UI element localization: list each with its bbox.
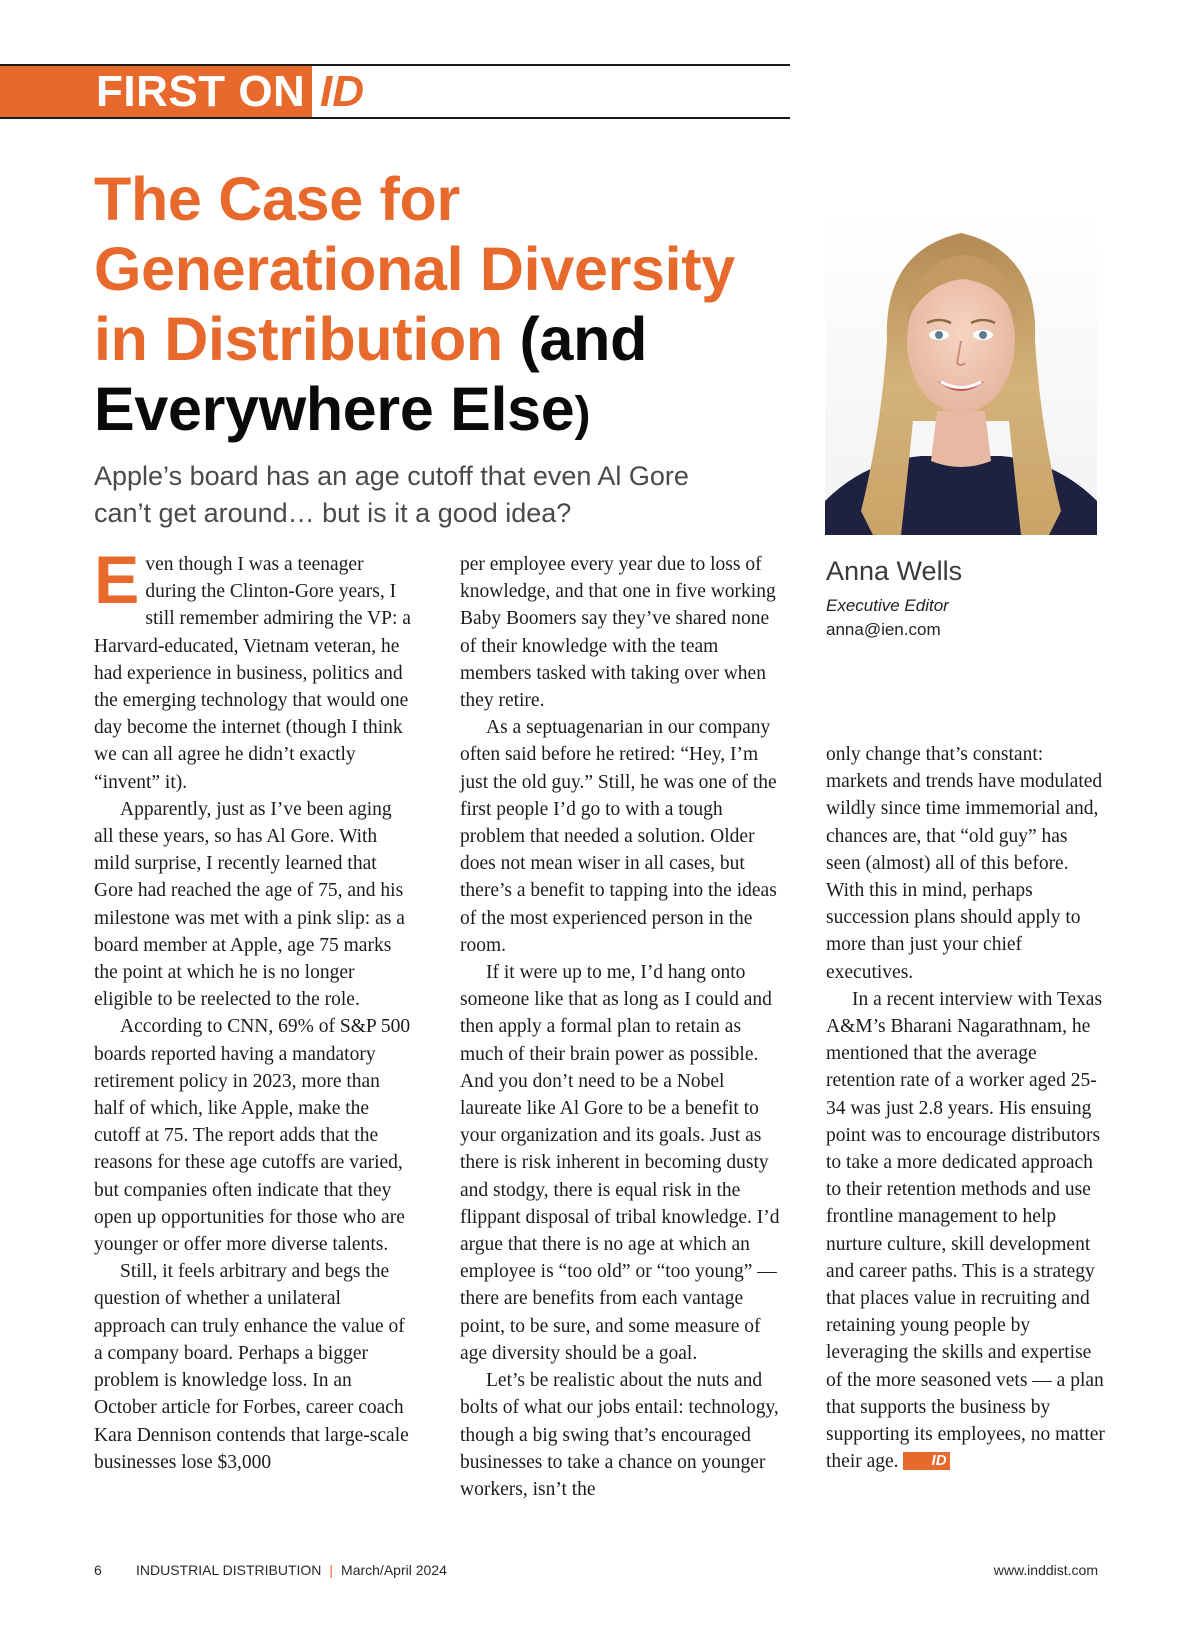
- author-title: Executive Editor: [826, 596, 949, 615]
- author-name: Anna Wells: [826, 556, 963, 586]
- page-number: 6: [94, 1562, 102, 1578]
- body-column-2: [460, 551, 780, 1503]
- headline-line-2: Generational Diversity: [94, 235, 735, 303]
- drop-cap: E: [94, 542, 140, 618]
- section-banner: [0, 64, 790, 120]
- headline-line-1: The Case for: [94, 165, 460, 233]
- banner-first-on-label: FIRST ON: [96, 66, 306, 116]
- page-footer: [94, 1562, 1098, 1582]
- body-paragraph: [826, 986, 1106, 1476]
- body-paragraph: As a septuagenarian in our company often said before he retired: “Hey, I’m just the old guy.” Still, he was one of the first people I’d go to with a tough problem that needed a solution. Older does not mean wiser in all cases, but there’s a benefit to tapping into the ideas of the most experienced person in the room.: [460, 717, 777, 956]
- issue-date: March/April 2024: [341, 1562, 447, 1578]
- body-paragraph: only change that’s constant: markets and trends have modulated wildly since time immemorial and, chances are, that “old guy” has seen (almost) all of this before. With this in mind, perhaps succession plans should apply to more than just your chief executives.: [826, 744, 1103, 983]
- publication-name: INDUSTRIAL DISTRIBUTION: [136, 1562, 322, 1578]
- subhead-line-2: can’t get around… but is it a good idea?: [94, 498, 572, 528]
- article-subhead: [94, 458, 794, 532]
- headline-black-part-3: ): [574, 388, 591, 441]
- headline-line-3: in Distribution: [94, 305, 503, 373]
- article-headline: [94, 164, 794, 450]
- author-portrait-illustration: [825, 211, 1097, 535]
- body-paragraph: [94, 542, 414, 796]
- footer-separator: |: [329, 1562, 334, 1578]
- author-email[interactable]: anna@ien.com: [826, 620, 941, 639]
- body-paragraph: per employee every year due to loss of knowledge, and that one in five working Baby Boomers say they’ve shared none of their knowledge with the team members tasked with taking over when they retire.: [460, 554, 776, 712]
- body-paragraph: Still, it feels arbitrary and begs the question of whether a unilateral approach can truly enhance the value of a company board. Perhaps a bigger problem is knowledge loss. In an October article for Forbes, career coach Kara Dennison contends that large-scale businesses lose $3,000: [94, 1261, 409, 1473]
- banner-bottom-rule: [0, 117, 790, 119]
- body-column-3: [826, 741, 1106, 1475]
- body-paragraph: If it were up to me, I’d hang onto someone like that as long as I could and then apply a formal plan to retain as much of their brain power as possible. And you don’t need to be a Nobel laureate like Al Gore to be a benefit to your organization and its goals. Just as there is risk inherent in becoming dusty and stodgy, there is equal risk in the flippant disposal of tribal knowledge. I’d argue that there is no age at which an employee is “too old” or “too young” — there are benefits from each vantage point, to be sure, and some measure of age diversity should be a goal.: [460, 962, 780, 1364]
- headline-black-part-2: Everywhere Else: [94, 375, 575, 443]
- body-paragraph-text: ven though I was a teenager during the Clinton-Gore years, I still remember admiring the VP: a Harvard-educated, Vietnam veteran, he had experience in business, politics and the emerging technology that would one day become the internet (though I think we can all agree he didn’t exactly “invent” it).: [94, 554, 411, 793]
- body-paragraph-text: In a recent interview with Texas A&M’s Bharani Nagarathnam, he mentioned that the average retention rate of a worker aged 25-34 was just 2.8 years. His ensuing point was to encourage distributors to take a more dedicated approach to their retention methods and use frontline management to help nurture culture, skill development and career paths. This is a strategy that places value in recruiting and retaining young people by leveraging the skills and expertise of the more seasoned vets — a plan that supports the business by supporting its employees, no matter their age.: [826, 988, 1105, 1473]
- website-url[interactable]: www.inddist.com: [993, 1562, 1098, 1578]
- body-paragraph: Apparently, just as I’ve been aging all these years, so has Al Gore. With mild surprise, I recently learned that Gore had reached the age of 75, and his milestone was met with a pink slip: as a board member at Apple, age 75 marks the point at which he is no longer eligible to be reelected to the role.: [94, 798, 405, 1011]
- subhead-line-1: Apple’s board has an age cutoff that even Al Gore: [94, 461, 689, 491]
- author-photo: [825, 211, 1097, 535]
- body-column-1: [94, 542, 414, 1476]
- end-mark-id-icon: ID: [903, 1452, 950, 1470]
- body-paragraph: According to CNN, 69% of S&P 500 boards reported having a mandatory retirement policy in 2023, more than half of which, like Apple, make the cutoff at 75. The report adds that the reasons for these age cutoffs are varied, but companies often indicate that they open up opportunities for those who are younger or offer more diverse talents.: [94, 1016, 411, 1256]
- headline-black-part-1: (and: [502, 305, 648, 373]
- body-paragraph: Let’s be realistic about the nuts and bolts of what our jobs entail: technology, though a big swing that’s encouraged businesses to take a chance on younger workers, isn’t the: [460, 1370, 779, 1500]
- publication-info: [136, 1562, 447, 1578]
- banner-id-logo: ID: [320, 66, 364, 116]
- banner-orange-bar: [0, 66, 312, 117]
